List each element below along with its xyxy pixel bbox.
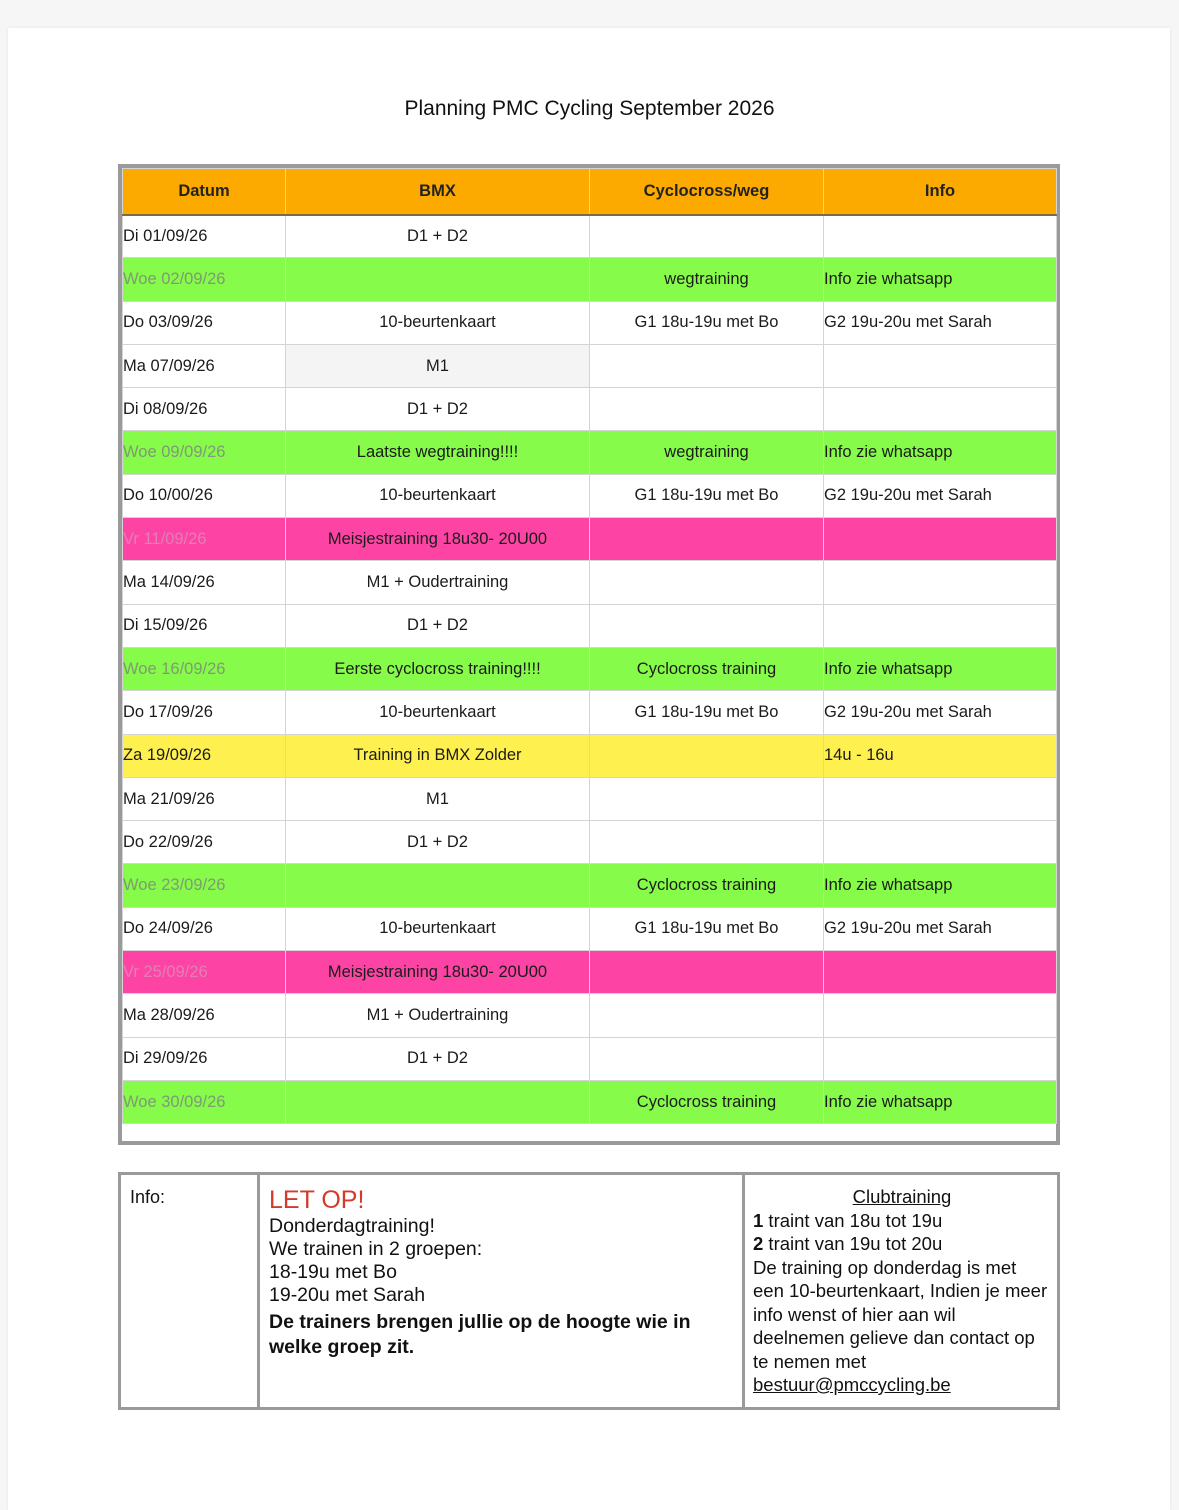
date-cell: Ma 07/09/26 xyxy=(123,344,286,387)
table-row xyxy=(123,1080,1057,1123)
bmx-cell: D1 + D2 xyxy=(286,1037,590,1080)
cyclocross-cell: G1 18u-19u met Bo xyxy=(590,301,824,344)
bmx-cell: Training in BMX Zolder xyxy=(286,734,590,777)
table-row xyxy=(123,431,1057,474)
bmx-cell: 10-beurtenkaart xyxy=(286,474,590,517)
table-row xyxy=(123,994,1057,1037)
table-row xyxy=(123,734,1057,777)
bmx-cell: 10-beurtenkaart xyxy=(286,301,590,344)
info-cell: 14u - 16u xyxy=(824,734,1057,777)
cyclocross-cell: G1 18u-19u met Bo xyxy=(590,691,824,734)
cyclocross-cell xyxy=(590,994,824,1037)
date-cell: Di 15/09/26 xyxy=(123,604,286,647)
bmx-cell: Meisjestraining 18u30- 20U00 xyxy=(286,951,590,994)
date-cell: Woe 23/09/26 xyxy=(123,864,286,907)
info-cell: Info zie whatsapp xyxy=(824,258,1057,301)
cyclocross-cell: wegtraining xyxy=(590,258,824,301)
date-cell: Do 24/09/26 xyxy=(123,907,286,950)
table-row xyxy=(123,561,1057,604)
date-cell: Ma 28/09/26 xyxy=(123,994,286,1037)
bmx-cell: Eerste cyclocross training!!!! xyxy=(286,647,590,690)
clubtraining-cell xyxy=(745,1175,1057,1407)
cyclocross-cell xyxy=(590,518,824,561)
cyclocross-cell xyxy=(590,1037,824,1080)
table-row xyxy=(123,1037,1057,1080)
clubtraining-title: Clubtraining xyxy=(852,1186,952,1207)
column-header-datum: Datum xyxy=(123,169,286,215)
cyclocross-cell: Cyclocross training xyxy=(590,864,824,907)
date-cell: Ma 14/09/26 xyxy=(123,561,286,604)
info-cell xyxy=(824,1037,1057,1080)
cyclocross-cell xyxy=(590,951,824,994)
bmx-cell: M1 xyxy=(286,777,590,820)
notice-line: Donderdagtraining! xyxy=(269,1215,435,1237)
table-row xyxy=(123,647,1057,690)
contact-email-link[interactable]: bestuur@pmccycling.be xyxy=(753,1374,951,1395)
info-cell: G2 19u-20u met Sarah xyxy=(824,301,1057,344)
bmx-cell: D1 + D2 xyxy=(286,215,590,258)
date-cell: Di 29/09/26 xyxy=(123,1037,286,1080)
table-row xyxy=(123,691,1057,734)
date-cell: Di 08/09/26 xyxy=(123,388,286,431)
bmx-cell xyxy=(286,864,590,907)
cyclocross-cell xyxy=(590,777,824,820)
date-cell: Vr 11/09/26 xyxy=(123,518,286,561)
date-cell: Woe 30/09/26 xyxy=(123,1080,286,1123)
info-cell: Info zie whatsapp xyxy=(824,864,1057,907)
table-row xyxy=(123,215,1057,258)
table-header-row xyxy=(123,169,1057,215)
info-label: Info: xyxy=(130,1187,166,1207)
info-cell xyxy=(824,388,1057,431)
date-cell: Do 22/09/26 xyxy=(123,821,286,864)
cyclocross-cell: wegtraining xyxy=(590,431,824,474)
schedule-table-body xyxy=(123,215,1057,1124)
cyclocross-cell xyxy=(590,604,824,647)
group-1-line xyxy=(753,1209,1051,1233)
table-row xyxy=(123,258,1057,301)
cyclocross-cell xyxy=(590,344,824,387)
info-cell xyxy=(824,344,1057,387)
bmx-cell: M1 + Oudertraining xyxy=(286,561,590,604)
info-notice-cell xyxy=(260,1175,745,1407)
info-cell: Info zie whatsapp xyxy=(824,1080,1057,1123)
cyclocross-cell: G1 18u-19u met Bo xyxy=(590,907,824,950)
info-cell xyxy=(824,951,1057,994)
date-cell: Vr 25/09/26 xyxy=(123,951,286,994)
group-2-number: 2 xyxy=(753,1233,764,1254)
group-1-text: traint van 18u tot 19u xyxy=(763,1209,943,1231)
bmx-cell: D1 + D2 xyxy=(286,604,590,647)
notice-line: 18-19u met Bo xyxy=(269,1261,397,1283)
info-cell xyxy=(824,994,1057,1037)
info-cell: Info zie whatsapp xyxy=(824,647,1057,690)
bmx-cell: 10-beurtenkaart xyxy=(286,907,590,950)
table-row xyxy=(123,777,1057,820)
info-cell xyxy=(824,604,1057,647)
table-row xyxy=(123,388,1057,431)
info-cell: Info zie whatsapp xyxy=(824,431,1057,474)
trainers-note: De trainers brengen jullie op de hoogte wie in welke groep zit. xyxy=(269,1311,691,1358)
bmx-cell: Meisjestraining 18u30- 20U00 xyxy=(286,518,590,561)
group-1-number: 1 xyxy=(753,1209,764,1231)
group-2-text: traint van 19u tot 20u xyxy=(763,1233,943,1254)
page-title: Planning PMC Cycling September 2026 xyxy=(404,97,775,120)
schedule-table xyxy=(122,168,1057,1124)
date-cell: Do 10/00/26 xyxy=(123,474,286,517)
bmx-cell: Laatste wegtraining!!!! xyxy=(286,431,590,474)
column-header-bmx: BMX xyxy=(286,169,590,215)
info-cell xyxy=(824,821,1057,864)
info-cell xyxy=(824,561,1057,604)
date-cell: Woe 09/09/26 xyxy=(123,431,286,474)
clubtraining-text: De training op donderdag is met een 10-beurtenkaart, Indien je meer info wenst of hier aan wil deelnemen gelieve dan contact op te nemen met xyxy=(753,1256,1048,1372)
table-row xyxy=(123,518,1057,561)
date-cell: Woe 16/09/26 xyxy=(123,647,286,690)
info-box xyxy=(118,1172,1060,1410)
table-row xyxy=(123,907,1057,950)
table-row xyxy=(123,301,1057,344)
info-cell: G2 19u-20u met Sarah xyxy=(824,691,1057,734)
table-row xyxy=(123,821,1057,864)
table-row xyxy=(123,474,1057,517)
bmx-cell: M1 xyxy=(286,344,590,387)
column-header-info: Info xyxy=(824,169,1057,215)
info-label-cell xyxy=(121,1175,260,1407)
info-cell xyxy=(824,215,1057,258)
date-cell: Ma 21/09/26 xyxy=(123,777,286,820)
group-2-line xyxy=(753,1232,1051,1256)
bmx-cell xyxy=(286,258,590,301)
cyclocross-cell xyxy=(590,388,824,431)
date-cell: Za 19/09/26 xyxy=(123,734,286,777)
table-row xyxy=(123,951,1057,994)
cyclocross-cell: G1 18u-19u met Bo xyxy=(590,474,824,517)
info-cell: G2 19u-20u met Sarah xyxy=(824,474,1057,517)
notice-line: We trainen in 2 groepen: xyxy=(269,1238,483,1260)
cyclocross-cell: Cyclocross training xyxy=(590,647,824,690)
table-row xyxy=(123,344,1057,387)
info-cell xyxy=(824,777,1057,820)
date-cell: Do 17/09/26 xyxy=(123,691,286,734)
column-header-cyclocross: Cyclocross/weg xyxy=(590,169,824,215)
date-cell: Di 01/09/26 xyxy=(123,215,286,258)
info-cell: G2 19u-20u met Sarah xyxy=(824,907,1057,950)
table-row xyxy=(123,864,1057,907)
bmx-cell xyxy=(286,1080,590,1123)
date-cell: Do 03/09/26 xyxy=(123,301,286,344)
bmx-cell: D1 + D2 xyxy=(286,388,590,431)
date-cell: Woe 02/09/26 xyxy=(123,258,286,301)
cyclocross-cell: Cyclocross training xyxy=(590,1080,824,1123)
cyclocross-cell xyxy=(590,215,824,258)
info-cell xyxy=(824,518,1057,561)
bmx-cell: M1 + Oudertraining xyxy=(286,994,590,1037)
table-row xyxy=(123,604,1057,647)
let-op-heading: LET OP! xyxy=(269,1186,365,1214)
cyclocross-cell xyxy=(590,561,824,604)
notice-line: 19-20u met Sarah xyxy=(269,1284,426,1306)
bmx-cell: D1 + D2 xyxy=(286,821,590,864)
schedule-table-frame xyxy=(118,164,1060,1145)
cyclocross-cell xyxy=(590,821,824,864)
cyclocross-cell xyxy=(590,734,824,777)
bmx-cell: 10-beurtenkaart xyxy=(286,691,590,734)
